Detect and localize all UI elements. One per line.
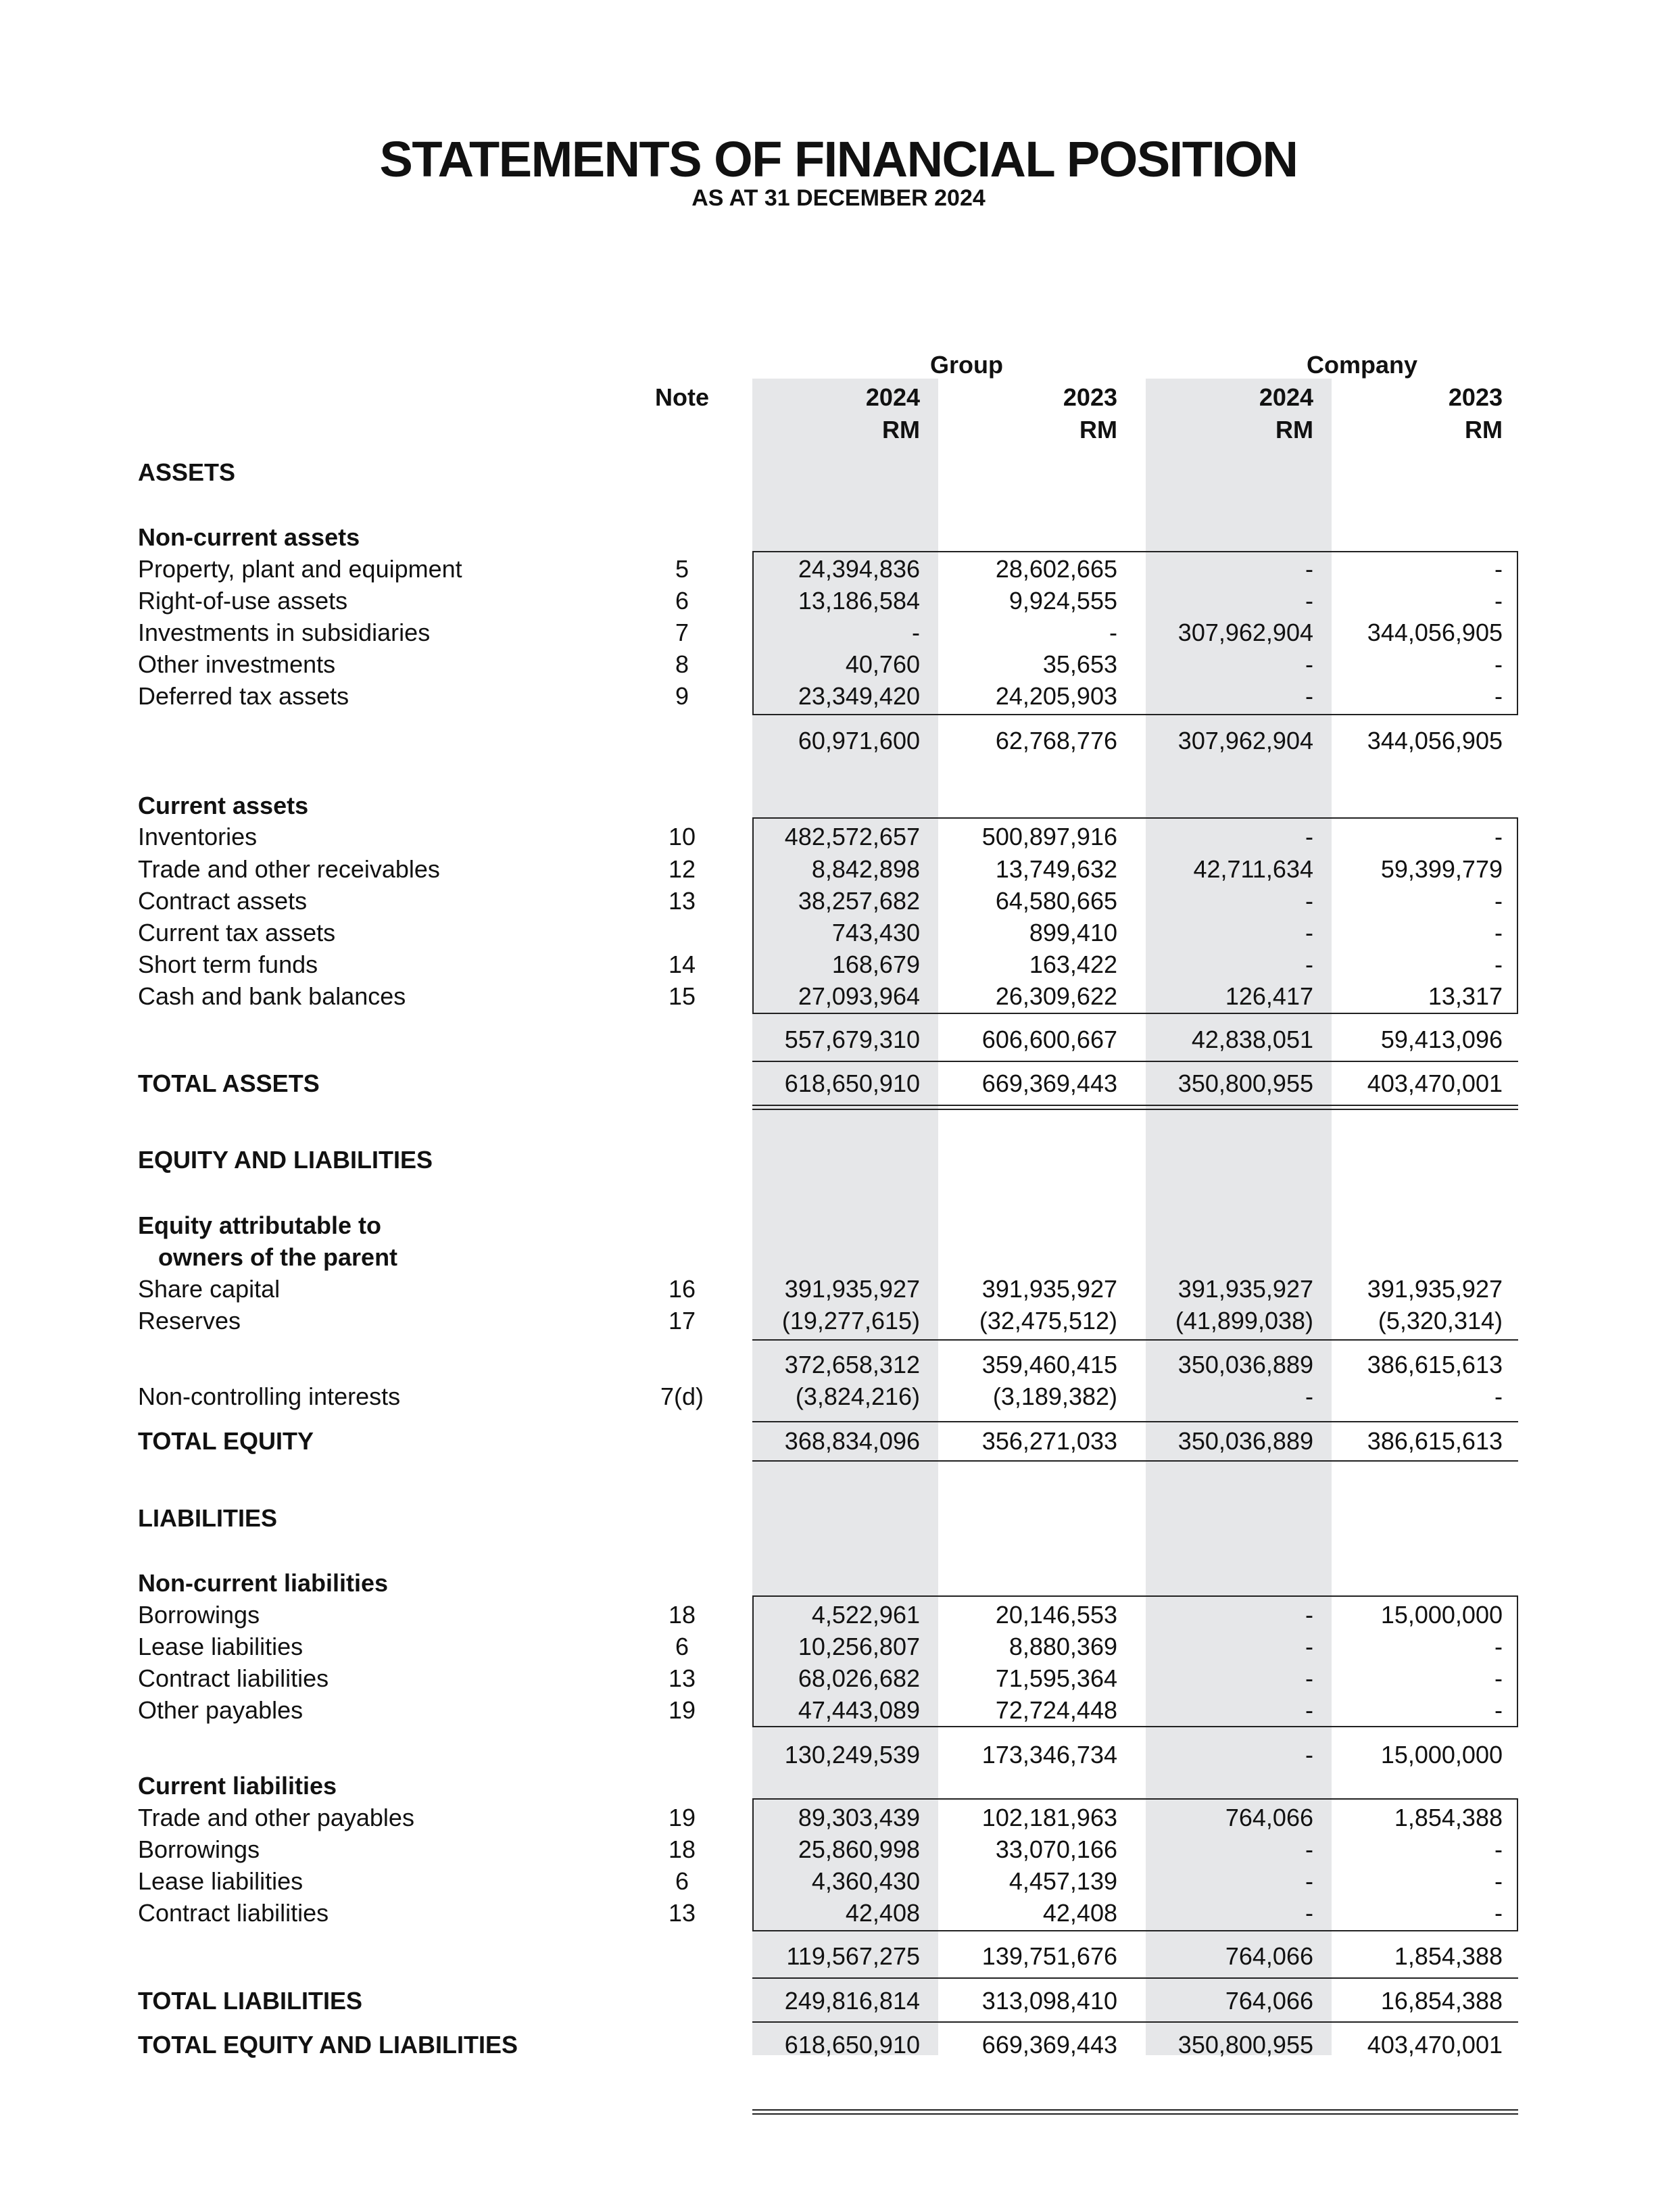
company-2023-value: 386,615,613: [1367, 1351, 1503, 1378]
row-label: Inventories: [138, 823, 258, 850]
company-2024-value: -: [1305, 1664, 1313, 1692]
row-label: Lease liabilities: [138, 1633, 303, 1660]
company-2023-value: 344,056,905: [1367, 619, 1503, 646]
row-note: 19: [668, 1696, 696, 1724]
total-row: [0, 1425, 1677, 1458]
double-rule: [752, 2109, 1518, 2115]
company-header: Company: [1306, 351, 1418, 379]
company-2023-value: (5,320,314): [1378, 1307, 1503, 1335]
company-2023-value: 59,413,096: [1380, 1026, 1503, 1053]
table-row: [0, 853, 1677, 886]
company-2024-value: 391,935,927: [1177, 1275, 1313, 1303]
row-label: Share capital: [138, 1275, 281, 1303]
grand-total-row: [0, 2029, 1677, 2061]
table-row: [0, 1865, 1677, 1898]
row-note: 8: [675, 650, 689, 678]
group-2024-value: 372,658,312: [784, 1351, 920, 1378]
company-2024-value: -: [1305, 1601, 1313, 1629]
company-2024-value: 42,838,051: [1191, 1026, 1313, 1053]
company-2023-value: 13,317: [1428, 982, 1503, 1010]
group-2024-value: 38,257,682: [798, 887, 920, 915]
company-2024-value: 42,711,634: [1193, 855, 1313, 883]
company-2024-value: -: [1305, 919, 1313, 946]
group-2023-value: 102,181,963: [981, 1804, 1117, 1831]
group-2024-value: 618,650,910: [784, 1069, 920, 1097]
company-2023-value: -: [1494, 1382, 1503, 1410]
table-row: [0, 553, 1677, 585]
row-note: 7: [675, 619, 689, 646]
company-2023-value: -: [1494, 1633, 1503, 1660]
subtotal-row: [0, 1940, 1677, 1973]
group-2024-value: 4,360,430: [811, 1867, 920, 1895]
group-2024-value: 4,522,961: [811, 1601, 920, 1629]
group-2023-value: 173,346,734: [981, 1741, 1117, 1769]
group-2023-value: (32,475,512): [979, 1307, 1117, 1335]
table-row: [0, 1631, 1677, 1663]
company-2024-value: 350,036,889: [1177, 1427, 1313, 1455]
company-2024-value: -: [1305, 587, 1313, 615]
table-row: [0, 1897, 1677, 1929]
company-2023-value: 1,854,388: [1394, 1942, 1503, 1970]
row-label: Current tax assets: [138, 919, 336, 946]
group-2023-value: 42,408: [1042, 1899, 1117, 1927]
row-label: Borrowings: [138, 1835, 260, 1863]
company-2023-value: 16,854,388: [1380, 1987, 1503, 2015]
total-row: [0, 1067, 1677, 1100]
row-label: TOTAL EQUITY AND LIABILITIES: [138, 2031, 518, 2059]
row-label: owners of the parent: [138, 1243, 398, 1271]
company-2023-value: -: [1494, 919, 1503, 946]
row-label: TOTAL EQUITY: [138, 1427, 314, 1455]
company-2024-value: -: [1305, 1741, 1313, 1769]
row-label: Equity attributable to: [138, 1211, 381, 1239]
row-label: Other investments: [138, 650, 336, 678]
company-2024-value: 764,066: [1225, 1942, 1313, 1970]
subsection-heading: [0, 790, 1677, 822]
company-2024-value: -: [1305, 1696, 1313, 1724]
group-2024-value: 8,842,898: [811, 855, 920, 883]
group-header: Group: [930, 351, 1003, 379]
subtotal-row: [0, 1349, 1677, 1381]
company-2024-value: 764,066: [1225, 1804, 1313, 1831]
group-2023-value: 606,600,667: [981, 1026, 1117, 1053]
company-2023-value: -: [1494, 823, 1503, 850]
group-2023-value: 13,749,632: [995, 855, 1117, 883]
row-label: TOTAL ASSETS: [138, 1069, 320, 1097]
company-2024-value: -: [1305, 1835, 1313, 1863]
row-label: Trade and other receivables: [138, 855, 440, 883]
row-note: 6: [675, 1867, 689, 1895]
table-row: [0, 1833, 1677, 1866]
row-note: 12: [668, 855, 696, 883]
table-row: [0, 1802, 1677, 1834]
company-2024-value: -: [1305, 1899, 1313, 1927]
unit-header: RM: [1465, 416, 1503, 443]
group-2024-value: 13,186,584: [798, 587, 920, 615]
table-row: [0, 821, 1677, 853]
group-2024-value: 25,860,998: [798, 1835, 920, 1863]
group-2024-value: 130,249,539: [784, 1741, 920, 1769]
company-2023-value: 1,854,388: [1394, 1804, 1503, 1831]
company-2023-value: -: [1494, 682, 1503, 710]
subtotal-row: [0, 725, 1677, 757]
group-2023-value: 64,580,665: [995, 887, 1117, 915]
table-row: [0, 680, 1677, 713]
company-2023-value: 344,056,905: [1367, 727, 1503, 754]
group-2024-value: -: [912, 619, 920, 646]
unit-header: RM: [1275, 416, 1313, 443]
row-label: Other payables: [138, 1696, 303, 1724]
group-2023-value: -: [1109, 619, 1117, 646]
row-label: LIABILITIES: [138, 1504, 277, 1532]
rule: [752, 1421, 1518, 1422]
group-2024-value: 743,430: [831, 919, 920, 946]
year-header-group-2024: 2024: [865, 383, 920, 411]
row-label: Trade and other payables: [138, 1804, 414, 1831]
company-2024-value: -: [1305, 682, 1313, 710]
company-2024-value: 350,036,889: [1177, 1351, 1313, 1378]
group-2024-value: 24,394,836: [798, 555, 920, 583]
rule: [752, 1977, 1518, 1979]
group-2024-value: 557,679,310: [784, 1026, 920, 1053]
row-label: Short term funds: [138, 951, 318, 978]
table-row: [0, 980, 1677, 1013]
group-2023-value: 359,460,415: [981, 1351, 1117, 1378]
company-2023-value: -: [1494, 555, 1503, 583]
table-row: [0, 1305, 1677, 1337]
company-2024-value: 350,800,955: [1177, 2031, 1313, 2059]
group-2024-value: 60,971,600: [798, 727, 920, 754]
company-2024-value: -: [1305, 951, 1313, 978]
row-label: Property, plant and equipment: [138, 555, 462, 583]
row-label: Contract liabilities: [138, 1664, 329, 1692]
company-2024-value: 350,800,955: [1177, 1069, 1313, 1097]
company-2024-value: -: [1305, 1382, 1313, 1410]
group-2023-value: 4,457,139: [1008, 1867, 1117, 1895]
row-label: Contract assets: [138, 887, 308, 915]
subsection-heading: [0, 1567, 1677, 1600]
group-2024-value: 23,349,420: [798, 682, 920, 710]
company-2024-value: -: [1305, 650, 1313, 678]
company-2023-value: 403,470,001: [1367, 2031, 1503, 2059]
row-label: Deferred tax assets: [138, 682, 349, 710]
group-2023-value: 24,205,903: [995, 682, 1117, 710]
table-row: [0, 948, 1677, 981]
row-note: 10: [668, 823, 696, 850]
row-label: Cash and bank balances: [138, 982, 406, 1010]
group-2023-value: 33,070,166: [995, 1835, 1117, 1863]
row-note: 14: [668, 951, 696, 978]
company-2023-value: -: [1494, 1867, 1503, 1895]
group-2024-value: 27,093,964: [798, 982, 920, 1010]
section-heading: [0, 456, 1677, 489]
row-label: Borrowings: [138, 1601, 260, 1629]
group-2024-value: 168,679: [831, 951, 920, 978]
group-2024-value: 391,935,927: [784, 1275, 920, 1303]
row-label: Contract liabilities: [138, 1899, 329, 1927]
company-2024-value: -: [1305, 1633, 1313, 1660]
section-heading: [0, 1502, 1677, 1535]
row-note: 13: [668, 887, 696, 915]
total-row: [0, 1985, 1677, 2017]
group-2024-value: 89,303,439: [798, 1804, 920, 1831]
group-2024-value: 368,834,096: [784, 1427, 920, 1455]
company-2023-value: -: [1494, 1899, 1503, 1927]
table-row: [0, 1694, 1677, 1727]
table-row: [0, 885, 1677, 917]
group-2023-value: 500,897,916: [981, 823, 1117, 850]
group-2024-value: 42,408: [845, 1899, 920, 1927]
row-note: 19: [668, 1804, 696, 1831]
row-label: Investments in subsidiaries: [138, 619, 431, 646]
subsection-heading: [0, 1770, 1677, 1802]
group-2024-value: 482,572,657: [784, 823, 920, 850]
group-2023-value: 62,768,776: [995, 727, 1117, 754]
group-2023-value: 26,309,622: [995, 982, 1117, 1010]
subsection-heading: [0, 1241, 1677, 1274]
group-2024-value: 10,256,807: [798, 1633, 920, 1660]
company-2023-value: -: [1494, 1664, 1503, 1692]
group-2023-value: 35,653: [1042, 650, 1117, 678]
row-note: 15: [668, 982, 696, 1010]
company-2024-value: 307,962,904: [1177, 619, 1313, 646]
row-note: 7(d): [660, 1382, 704, 1410]
table-row: [0, 617, 1677, 649]
page-subtitle: AS AT 31 DECEMBER 2024: [691, 185, 986, 211]
rule: [752, 1061, 1518, 1062]
group-2024-value: (19,277,615): [781, 1307, 920, 1335]
group-2024-value: 68,026,682: [798, 1664, 920, 1692]
unit-header: RM: [882, 416, 920, 443]
note-header: Note: [655, 383, 709, 411]
group-2023-value: 139,751,676: [981, 1942, 1117, 1970]
company-2024-value: 307,962,904: [1177, 727, 1313, 754]
row-note: 18: [668, 1601, 696, 1629]
row-label: Non-controlling interests: [138, 1382, 401, 1410]
company-2023-value: -: [1494, 887, 1503, 915]
company-2024-value: -: [1305, 887, 1313, 915]
row-label: Current assets: [138, 792, 309, 819]
row-note: 5: [675, 555, 689, 583]
row-note: 13: [668, 1899, 696, 1927]
row-label: Right-of-use assets: [138, 587, 348, 615]
group-2023-value: 8,880,369: [1008, 1633, 1117, 1660]
table-row: [0, 917, 1677, 949]
company-2023-value: 386,615,613: [1367, 1427, 1503, 1455]
year-header-company-2024: 2024: [1259, 383, 1313, 411]
group-2024-value: 47,443,089: [798, 1696, 920, 1724]
company-2024-value: 126,417: [1225, 982, 1313, 1010]
row-note: 16: [668, 1275, 696, 1303]
subtotal-row: [0, 1739, 1677, 1771]
group-2024-value: 618,650,910: [784, 2031, 920, 2059]
group-2023-value: 163,422: [1029, 951, 1117, 978]
row-note: 17: [668, 1307, 696, 1335]
rule: [752, 1339, 1518, 1341]
row-note: 18: [668, 1835, 696, 1863]
company-2024-value: 764,066: [1225, 1987, 1313, 2015]
row-label: TOTAL LIABILITIES: [138, 1987, 362, 2015]
group-2023-value: 72,724,448: [995, 1696, 1117, 1724]
group-2023-value: 356,271,033: [981, 1427, 1117, 1455]
row-label: Reserves: [138, 1307, 241, 1335]
group-2024-value: (3,824,216): [795, 1382, 920, 1410]
company-2024-value: (41,899,038): [1175, 1307, 1313, 1335]
group-2024-value: 249,816,814: [784, 1987, 920, 2015]
subsection-heading: [0, 1209, 1677, 1242]
row-label: Non-current liabilities: [138, 1569, 389, 1597]
company-2023-value: -: [1494, 1835, 1503, 1863]
double-rule: [752, 1105, 1518, 1110]
group-2023-value: 313,098,410: [981, 1987, 1117, 2015]
company-2023-value: 59,399,779: [1380, 855, 1503, 883]
year-header-company-2023: 2023: [1448, 383, 1503, 411]
company-2024-value: -: [1305, 823, 1313, 850]
group-2023-value: 71,595,364: [995, 1664, 1117, 1692]
table-row: [0, 1599, 1677, 1631]
table-row: [0, 585, 1677, 617]
table-row: [0, 648, 1677, 681]
year-header-group-2023: 2023: [1063, 383, 1117, 411]
group-2023-value: 899,410: [1029, 919, 1117, 946]
row-label: ASSETS: [138, 458, 236, 486]
unit-header: RM: [1079, 416, 1117, 443]
row-label: EQUITY AND LIABILITIES: [138, 1146, 433, 1174]
row-label: Current liabilities: [138, 1772, 337, 1800]
subsection-heading: [0, 521, 1677, 554]
group-2023-value: 669,369,443: [981, 1069, 1117, 1097]
company-2023-value: 391,935,927: [1367, 1275, 1503, 1303]
row-note: 9: [675, 682, 689, 710]
page-title: STATEMENTS OF FINANCIAL POSITION: [379, 131, 1298, 187]
table-row: [0, 1380, 1677, 1413]
group-2024-value: 119,567,275: [786, 1942, 920, 1970]
row-note: 6: [675, 587, 689, 615]
group-2023-value: 28,602,665: [995, 555, 1117, 583]
company-2024-value: -: [1305, 555, 1313, 583]
table-row: [0, 1273, 1677, 1305]
row-label: Lease liabilities: [138, 1867, 303, 1895]
company-2023-value: -: [1494, 951, 1503, 978]
row-label: Non-current assets: [138, 523, 360, 551]
company-2023-value: 15,000,000: [1380, 1741, 1503, 1769]
company-2023-value: 15,000,000: [1380, 1601, 1503, 1629]
group-2024-value: 40,760: [845, 650, 920, 678]
group-2023-value: (3,189,382): [992, 1382, 1117, 1410]
rule: [752, 1460, 1518, 1462]
company-2023-value: -: [1494, 587, 1503, 615]
rule: [752, 2021, 1518, 2023]
group-2023-value: 20,146,553: [995, 1601, 1117, 1629]
company-2023-value: -: [1494, 650, 1503, 678]
subtotal-row: [0, 1024, 1677, 1056]
section-heading: [0, 1144, 1677, 1176]
group-2023-value: 9,924,555: [1008, 587, 1117, 615]
table-row: [0, 1662, 1677, 1695]
row-note: 6: [675, 1633, 689, 1660]
company-2024-value: -: [1305, 1867, 1313, 1895]
company-2023-value: 403,470,001: [1367, 1069, 1503, 1097]
group-2023-value: 391,935,927: [981, 1275, 1117, 1303]
company-2023-value: -: [1494, 1696, 1503, 1724]
group-2023-value: 669,369,443: [981, 2031, 1117, 2059]
row-note: 13: [668, 1664, 696, 1692]
